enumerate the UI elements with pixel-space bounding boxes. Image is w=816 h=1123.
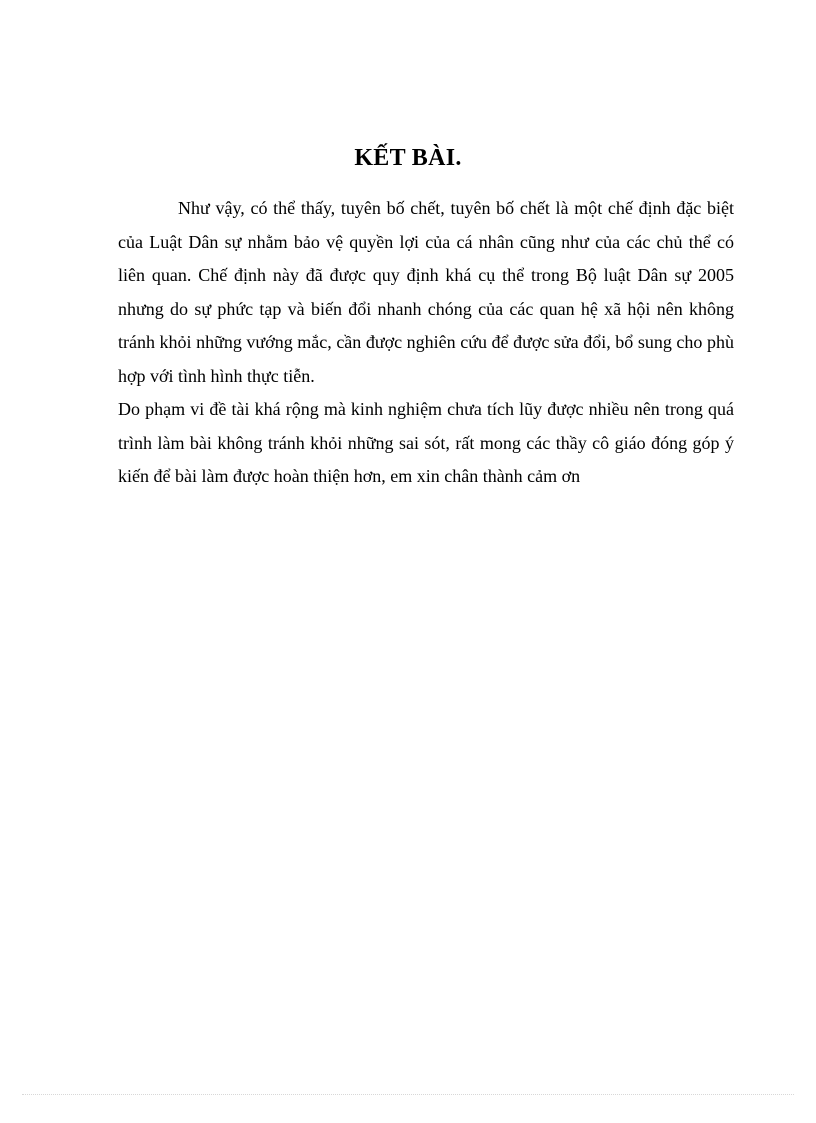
paragraph-conclusion: Như vậy, có thể thấy, tuyên bố chết, tuyên bố chết là một chế định đặc biệt của Luật Dân sự nhằm bảo vệ quyền lợi của cá nhân cũng như của các chủ thể có liên quan. Chế định này đã được quy định khá cụ thể trong Bộ luật Dân sự 2005 nhưng do sự phức tạp và biến đổi nhanh chóng của các quan hệ xã hội nên không tránh khỏi những vướng mắc, cần được nghiên cứu để được sửa đổi, bổ sung cho phù hợp với tình hình thực tiễn. — [118, 198, 734, 386]
paragraph-acknowledgement: Do phạm vi đề tài khá rộng mà kinh nghiệm chưa tích lũy được nhiều nên trong quá trình làm bài không tránh khỏi những sai sót, rất mong các thầy cô giáo đóng góp ý kiến để bài làm được hoàn thiện hơn, em xin chân thành cảm ơn — [118, 399, 734, 486]
page-title: KẾT BÀI. — [354, 145, 462, 172]
page-footer-divider — [22, 1094, 794, 1095]
body-text — [118, 192, 734, 494]
